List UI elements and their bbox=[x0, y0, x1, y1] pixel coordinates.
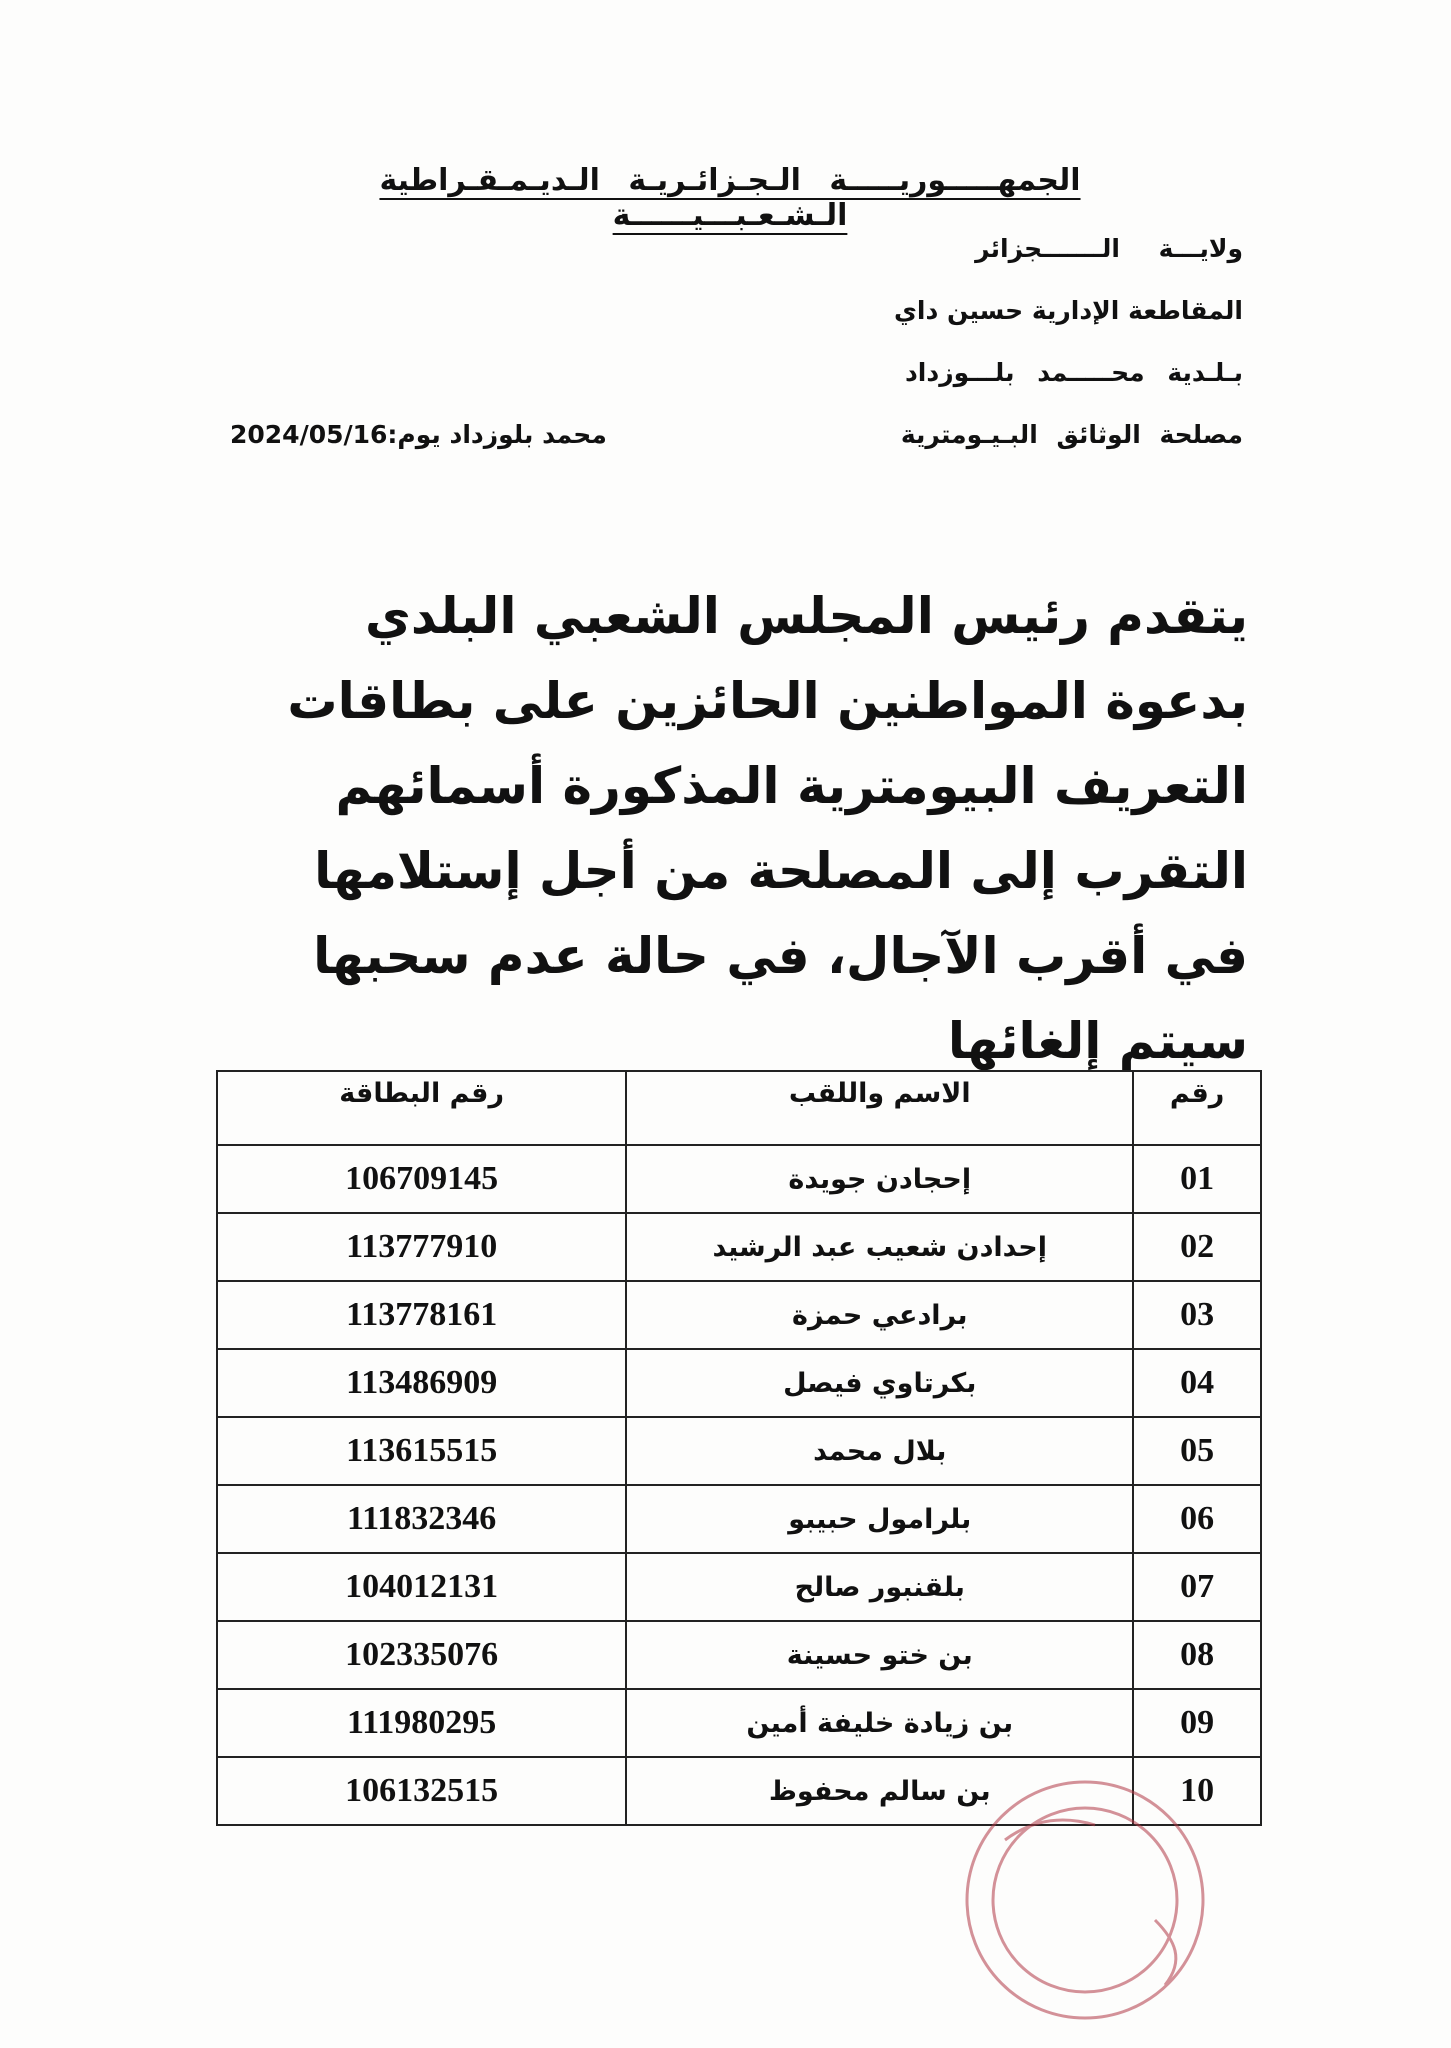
row-name: بن زيادة خليفة أمين bbox=[626, 1689, 1133, 1757]
commune-line: بـلـدية محـــــمد بلـــوزداد bbox=[904, 358, 1243, 387]
table-row bbox=[217, 1689, 1261, 1757]
row-name: بلرامول حبيبو bbox=[626, 1485, 1133, 1553]
row-number: 03 bbox=[1133, 1281, 1261, 1349]
row-card-number: 106709145 bbox=[217, 1145, 626, 1213]
row-card-number: 113777910 bbox=[217, 1213, 626, 1281]
row-card-number: 106132515 bbox=[217, 1757, 626, 1825]
row-name: بلقنبور صالح bbox=[626, 1553, 1133, 1621]
table-header-row bbox=[217, 1071, 1261, 1145]
notice-paragraph: يتقدم رئيس المجلس الشعبي البلدي بدعوة المواطنين الحائزين على بطاقات التعريف البيومترية المذكورة أسمائهم التقرب إلى المصلحة من أجل إستلامها في أقرب الآجال، في حالة عدم سحبها سيتم إلغائها bbox=[287, 587, 1248, 1070]
row-number: 02 bbox=[1133, 1213, 1261, 1281]
table-row bbox=[217, 1621, 1261, 1689]
row-number: 05 bbox=[1133, 1417, 1261, 1485]
row-number: 09 bbox=[1133, 1689, 1261, 1757]
date-line: محمد بلوزداد يوم:2024/05/16 bbox=[230, 420, 607, 449]
table-row bbox=[217, 1213, 1261, 1281]
wilaya-line: ولايـــة الـــــــجزائر bbox=[975, 234, 1243, 263]
republic-heading: الجمهـــــوريـــــة الـجـزائـريـة الـديـمـقـراطية الـشـعـبـــيــــــة bbox=[379, 163, 1081, 233]
header-number: رقم bbox=[1133, 1071, 1261, 1145]
row-name: بن ختو حسينة bbox=[626, 1621, 1133, 1689]
table-row bbox=[217, 1417, 1261, 1485]
row-name: بن سالم محفوظ bbox=[626, 1757, 1133, 1825]
row-number: 04 bbox=[1133, 1349, 1261, 1417]
row-card-number: 113778161 bbox=[217, 1281, 626, 1349]
row-card-number: 111980295 bbox=[217, 1689, 626, 1757]
row-name: برادعي حمزة bbox=[626, 1281, 1133, 1349]
row-card-number: 113615515 bbox=[217, 1417, 626, 1485]
cards-table bbox=[216, 1070, 1262, 1826]
header-name: الاسم واللقب bbox=[626, 1071, 1133, 1145]
district-line: المقاطعة الإدارية حسين داي bbox=[893, 296, 1243, 325]
service-line: مصلحة الوثائق البـيـومترية bbox=[900, 420, 1243, 449]
stamp-inner-ring bbox=[993, 1808, 1177, 1992]
table-row bbox=[217, 1281, 1261, 1349]
row-card-number: 111832346 bbox=[217, 1485, 626, 1553]
row-number: 08 bbox=[1133, 1621, 1261, 1689]
row-card-number: 104012131 bbox=[217, 1553, 626, 1621]
row-number: 10 bbox=[1133, 1757, 1261, 1825]
row-card-number: 102335076 bbox=[217, 1621, 626, 1689]
row-name: إحجادن جويدة bbox=[626, 1145, 1133, 1213]
official-stamp bbox=[935, 1770, 1225, 2020]
row-card-number: 113486909 bbox=[217, 1349, 626, 1417]
table-row bbox=[217, 1349, 1261, 1417]
row-name: إحدادن شعيب عبد الرشيد bbox=[626, 1213, 1133, 1281]
row-number: 07 bbox=[1133, 1553, 1261, 1621]
table-row bbox=[217, 1553, 1261, 1621]
row-number: 06 bbox=[1133, 1485, 1261, 1553]
table-row bbox=[217, 1485, 1261, 1553]
row-number: 01 bbox=[1133, 1145, 1261, 1213]
row-name: بلال محمد bbox=[626, 1417, 1133, 1485]
header-card: رقم البطاقة bbox=[217, 1071, 626, 1145]
table-row bbox=[217, 1145, 1261, 1213]
row-name: بكرتاوي فيصل bbox=[626, 1349, 1133, 1417]
